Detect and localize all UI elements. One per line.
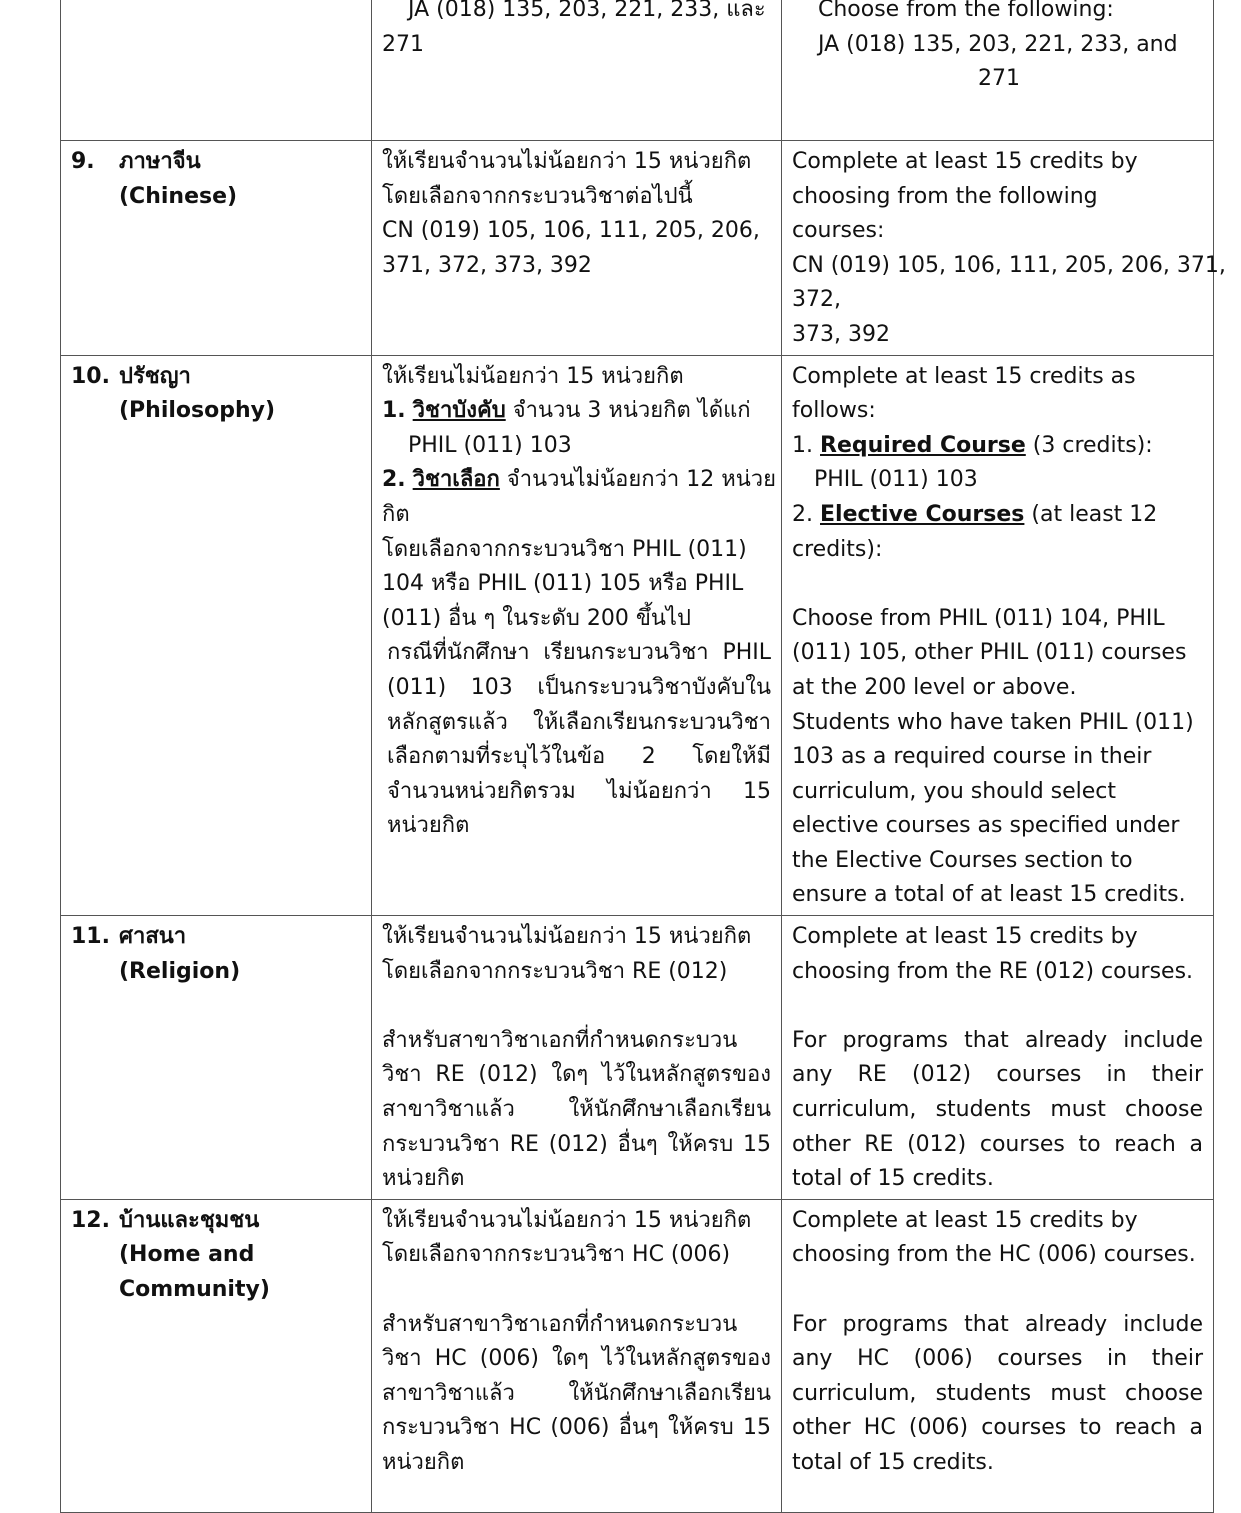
english-intro: Complete at least 15 credits as follows: xyxy=(792,363,1136,424)
elective-course-label: Elective Courses xyxy=(820,501,1025,527)
table-row-philosophy xyxy=(61,355,1214,916)
table-row-japanese-continued xyxy=(61,0,1214,141)
thai-choose-text: โดยเลือกจากกระบวนวิชา PHIL (011) 104 หรือ PHIL (011) 105 หรือ PHIL (011) อื่น ๆ ในระดับ 200 ขึ้นไป xyxy=(382,536,747,631)
english-line: CN (019) 105, 106, 111, 205, 206, 371, xyxy=(792,252,1226,278)
category-cell xyxy=(61,1199,372,1512)
category-name-english: (Religion) xyxy=(119,958,241,984)
english-line: choosing from the following xyxy=(792,183,1098,209)
thai-line: ให้เรียนจำนวนไม่น้อยกว่า 15 หน่วยกิต xyxy=(382,149,752,174)
category-cell xyxy=(61,916,372,1200)
table-row-home-and-community xyxy=(61,1199,1214,1512)
row-number: 10. xyxy=(71,363,110,389)
thai-required-line xyxy=(382,394,771,429)
english-choose-text: Choose from PHIL (011) 104, PHIL (011) 105, other PHIL (011) courses at the 200 level or above. xyxy=(792,605,1187,700)
english-required-line xyxy=(792,429,1203,464)
elective-course-text: (at least 12 credits): xyxy=(792,501,1158,562)
thai-paragraph: ให้เรียนจำนวนไม่น้อยกว่า 15 หน่วยกิต โดยเลือกจากกระบวนวิชา HC (006) xyxy=(382,1207,752,1268)
required-course-label: วิชาบังคับ xyxy=(412,398,506,424)
english-description-cell xyxy=(782,1199,1214,1512)
required-course-code: PHIL (011) 103 xyxy=(814,467,978,493)
table-row-chinese xyxy=(61,141,1214,356)
thai-line: JA (018) 135, 203, 221, 233, และ xyxy=(408,0,766,22)
elective-course-label: วิชาเลือก xyxy=(412,467,500,493)
category-name-thai: ปรัชญา xyxy=(119,363,191,389)
english-line: courses: xyxy=(792,218,885,244)
thai-paragraph: ให้เรียนจำนวนไม่น้อยกว่า 15 หน่วยกิต โดยเลือกจากกระบวนวิชา RE (012) xyxy=(382,924,752,984)
english-description-cell xyxy=(782,355,1214,916)
thai-line: 271 xyxy=(382,31,424,57)
english-paragraph: For programs that already include any HC (006) courses in their curriculum, students must choose other HC (006) courses to reach a total of 15 credits. xyxy=(792,1311,1203,1475)
english-description-cell xyxy=(782,141,1226,356)
thai-line: CN (019) 105, 106, 111, 205, 206, xyxy=(382,218,760,244)
required-number: 1. xyxy=(792,432,813,458)
row-number: 9. xyxy=(71,149,95,174)
required-course-label: Required Course xyxy=(820,432,1026,458)
thai-paragraph: สำหรับสาขาวิชาเอกที่กำหนดกระบวนวิชา RE (012) ใดๆ ไว้ในหลักสูตรของสาขาวิชาแล้ว ให้นักศึกษาเลือกเรียนกระบวนวิชา RE (012) อื่นๆ ให้ครบ 15 หน่วยกิต xyxy=(382,1027,771,1192)
english-paragraph: Complete at least 15 credits by choosing from the HC (006) courses. xyxy=(792,1207,1196,1268)
required-course-code: PHIL (011) 103 xyxy=(408,432,572,458)
english-note-text: Students who have taken PHIL (011) 103 as a required course in their curriculum, you should select elective courses as specified under the Elective Courses section to ensure a total of at least 15 credits. xyxy=(792,709,1194,908)
english-line: JA (018) 135, 203, 221, 233, and xyxy=(818,31,1178,57)
required-course-text: จำนวน 3 หน่วยกิต ได้แก่ xyxy=(512,398,751,424)
category-name-english: (Home and Community) xyxy=(119,1242,270,1302)
english-line: Choose from the following: xyxy=(818,0,1114,22)
category-name-thai: บ้านและชุมชน xyxy=(119,1207,260,1233)
required-course-text: (3 credits): xyxy=(1032,432,1153,458)
thai-description-cell xyxy=(372,141,782,356)
english-elective-line xyxy=(792,498,1203,567)
category-cell xyxy=(61,355,372,916)
elective-course-text-cont: กิต xyxy=(382,501,410,527)
table-row-religion xyxy=(61,916,1214,1200)
english-line: Complete at least 15 credits by xyxy=(792,149,1138,174)
thai-description-cell xyxy=(372,1199,782,1512)
english-description-cell xyxy=(782,916,1214,1200)
thai-note-text: กรณีที่นักศึกษา เรียนกระบวนวิชา PHIL (011) 103 เป็นกระบวนวิชาบังคับในหลักสูตรแล้ว ให้เลือกเรียนกระบวนวิชาเลือกตามที่ระบุไว้ในข้อ 2 โดยให้มีจำนวนหน่วยกิตรวม ไม่น้อยกว่า 15 หน่วยกิต xyxy=(387,640,771,839)
thai-paragraph: สำหรับสาขาวิชาเอกที่กำหนดกระบวนวิชา HC (006) ใดๆ ไว้ในหลักสูตรของสาขาวิชาแล้ว ให้นักศึกษาเลือกเรียนกระบวนวิชา HC (006) อื่นๆ ให้ครบ 15 หน่วยกิต xyxy=(382,1311,771,1475)
elective-number: 2. xyxy=(792,501,813,527)
thai-line: 371, 372, 373, 392 xyxy=(382,252,592,278)
english-paragraph: For programs that already include any RE (012) courses in their curriculum, students must choose other RE (012) courses to reach a total of 15 credits. xyxy=(792,1027,1203,1192)
english-line: 372, xyxy=(792,287,841,313)
required-number: 1. xyxy=(382,398,406,424)
english-description-cell xyxy=(782,0,1214,141)
category-name-english: (Philosophy) xyxy=(119,398,276,424)
thai-description-cell xyxy=(372,0,782,141)
english-paragraph: Complete at least 15 credits by choosing from the RE (012) courses. xyxy=(792,924,1194,984)
english-line: 271 xyxy=(978,66,1020,92)
english-line: 373, 392 xyxy=(792,321,890,347)
row-number: 12. xyxy=(71,1207,110,1233)
elective-course-text: จำนวนไม่น้อยกว่า 12 หน่วย xyxy=(506,467,777,493)
thai-elective-line xyxy=(382,463,777,498)
row-number: 11. xyxy=(71,924,110,950)
category-name-english: (Chinese) xyxy=(119,183,238,209)
category-cell xyxy=(61,141,372,356)
course-requirements-table xyxy=(60,0,1226,1513)
category-cell xyxy=(61,0,372,141)
category-name-thai: ภาษาจีน xyxy=(119,149,201,174)
elective-number: 2. xyxy=(382,467,406,493)
category-name-thai: ศาสนา xyxy=(119,924,187,950)
thai-line: โดยเลือกจากกระบวนวิชาต่อไปนี้ xyxy=(382,183,693,209)
thai-description-cell xyxy=(372,355,782,916)
thai-intro: ให้เรียนไม่น้อยกว่า 15 หน่วยกิต xyxy=(382,363,684,389)
thai-description-cell xyxy=(372,916,782,1200)
